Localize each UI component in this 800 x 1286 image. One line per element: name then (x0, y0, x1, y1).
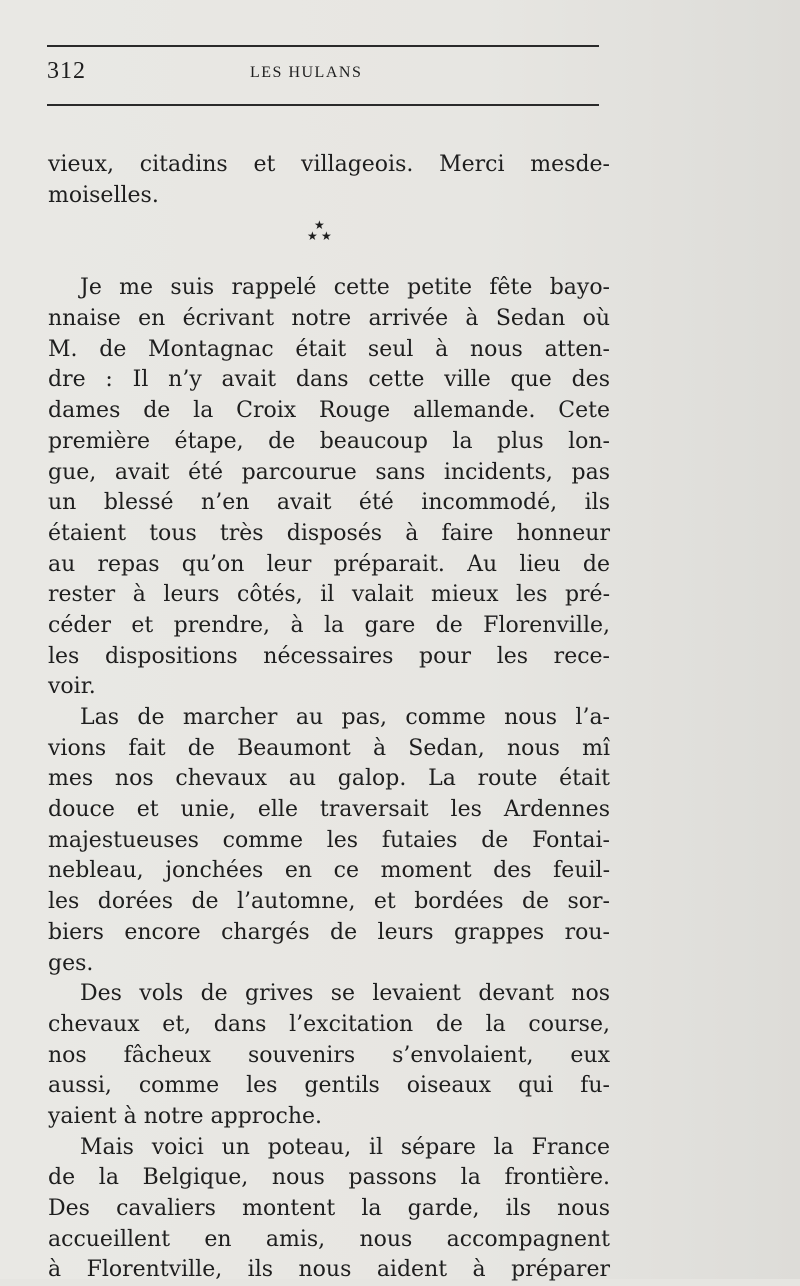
text-line: rester à leurs côtés, il valait mieux les pré- (48, 582, 610, 608)
text-line: vieux, citadins et villageois. Merci mesde- (48, 152, 610, 177)
text-line: nebleau, jonchées en ce moment des feuil- (48, 858, 610, 884)
text-line: gue, avait été parcourue sans incidents, pas (48, 459, 610, 485)
paragraph (48, 273, 610, 703)
text-line: à Florentville, ils nous aident à préparer (48, 1257, 610, 1283)
text-line: première étape, de beaucoup la plus lon- (48, 428, 610, 454)
text-line: M. de Montagnac était seul à nous atten- (48, 336, 610, 362)
text-line: dames de la Croix Rouge allemande. Cete (48, 398, 610, 424)
text-line: Je me suis rappelé cette petite fête bayo- (80, 275, 610, 301)
text-line: vions fait de Beaumont à Sedan, nous mî (48, 735, 610, 761)
text-line: douce et unie, elle traversait les Ardennes (48, 797, 610, 823)
paragraph (48, 703, 610, 979)
text-line: chevaux et, dans l’excitation de la course, (48, 1011, 610, 1037)
paragraph (48, 1133, 610, 1286)
star-icon: ★ (307, 229, 318, 244)
paragraph (48, 979, 610, 1132)
text-line: majestueuses comme les futaies de Fontai- (48, 827, 610, 853)
header-bottom-rule (47, 104, 599, 106)
text-line: accueillent en amis, nous accompagnent (48, 1226, 610, 1252)
text-line: moiselles. (48, 182, 159, 208)
text-line: biers encore chargés de leurs grappes rou- (48, 919, 610, 945)
text-line: dre : Il n’y avait dans cette ville que des (48, 367, 610, 393)
text-line: étaient tous très disposés à faire honneur (48, 520, 610, 546)
text-line: au repas qu’on leur préparait. Au lieu de (48, 551, 610, 577)
text-line: Las de marcher au pas, comme nous l’a- (80, 705, 610, 730)
running-head (47, 58, 599, 92)
text-line: ges. (48, 950, 94, 976)
star-icon: ★ (314, 218, 325, 233)
text-line: mes nos chevaux au galop. La route était (48, 766, 610, 792)
text-line: Des vols de grives se levaient devant nos (80, 981, 610, 1007)
text-line: nnaise en écrivant notre arrivée à Sedan où (48, 306, 610, 332)
text-line: Mais voici un poteau, il sépare la France (80, 1134, 610, 1160)
text-line: un blessé n’en avait été incommodé, ils (48, 490, 610, 516)
body-text (48, 150, 610, 1286)
text-line: voir. (48, 674, 96, 700)
text-line: aussi, comme les gentils oiseaux qui fu- (48, 1073, 610, 1099)
header-top-rule (47, 45, 599, 47)
running-title: LES HULANS (250, 64, 363, 81)
paragraph-continued (48, 150, 610, 211)
page-number: 312 (47, 58, 86, 84)
text-line: les dorées de l’automne, et bordées de sor- (48, 889, 610, 915)
text-line: céder et prendre, à la gare de Florenville, (48, 612, 610, 638)
text-line: yaient à notre approche. (48, 1103, 323, 1129)
text-line: nos fâcheux souvenirs s’envolaient, eux (48, 1042, 610, 1068)
text-line: de la Belgique, nous passons la frontière. (48, 1165, 610, 1191)
text-line: Des cavaliers montent la garde, ils nous (48, 1196, 610, 1221)
star-icon: ★ (321, 229, 332, 244)
asterism-separator (48, 211, 610, 273)
text-line: les dispositions nécessaires pour les rece- (48, 643, 610, 669)
